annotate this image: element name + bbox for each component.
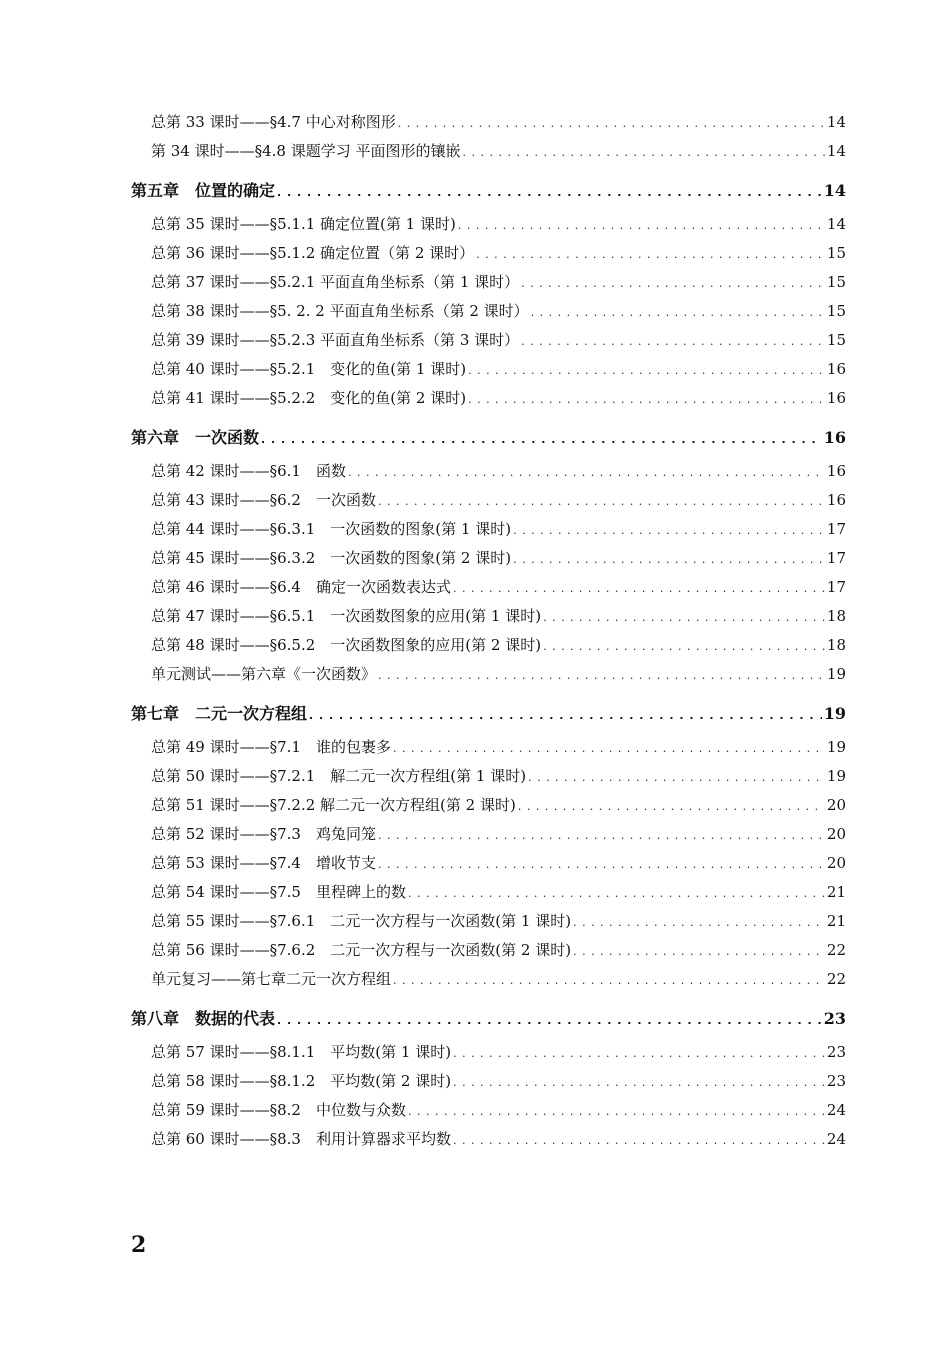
chapter-entries bbox=[131, 210, 846, 413]
entry-page: 16 bbox=[826, 360, 846, 378]
entry-page: 24 bbox=[826, 1130, 846, 1148]
dot-leader bbox=[573, 937, 825, 966]
entry-title: 总第 54 课时——§7.5 里程碑上的数 bbox=[151, 883, 406, 901]
entry-title: 单元测试——第六章《一次函数》 bbox=[151, 665, 377, 683]
entry-title: 总第 44 课时——§6.3.1 一次函数的图象(第 1 课时) bbox=[151, 520, 512, 538]
dot-leader bbox=[518, 792, 825, 821]
entry-page: 14 bbox=[826, 142, 846, 160]
toc-entry[interactable] bbox=[131, 297, 846, 326]
toc-entry[interactable] bbox=[131, 544, 846, 573]
dot-leader bbox=[408, 1097, 825, 1126]
dot-leader bbox=[378, 821, 825, 850]
dot-leader bbox=[476, 240, 825, 269]
dot-leader bbox=[521, 269, 825, 298]
entry-title: 总第 42 课时——§6.1 函数 bbox=[151, 462, 346, 480]
entry-page: 15 bbox=[826, 331, 846, 349]
toc-entry[interactable] bbox=[131, 108, 846, 137]
entry-title: 总第 56 课时——§7.6.2 二元一次方程与一次函数(第 2 课时) bbox=[151, 941, 572, 959]
dot-leader bbox=[398, 109, 825, 138]
toc-entry[interactable] bbox=[131, 210, 846, 239]
entry-page: 20 bbox=[826, 825, 846, 843]
toc-entry[interactable] bbox=[131, 239, 846, 268]
chapter-page: 16 bbox=[823, 428, 846, 447]
dot-leader bbox=[531, 298, 825, 327]
entry-page: 22 bbox=[826, 941, 846, 959]
toc-entry[interactable] bbox=[131, 762, 846, 791]
dot-leader bbox=[453, 1039, 825, 1068]
toc-entry[interactable] bbox=[131, 631, 846, 660]
chapter-page: 19 bbox=[823, 704, 846, 723]
entry-page: 14 bbox=[826, 113, 846, 131]
chapter-title: 第七章 二元一次方程组 bbox=[131, 704, 308, 723]
dot-leader bbox=[458, 211, 825, 240]
entry-page: 19 bbox=[826, 665, 846, 683]
entry-title: 总第 55 课时——§7.6.1 二元一次方程与一次函数(第 1 课时) bbox=[151, 912, 572, 930]
toc-entry[interactable] bbox=[131, 791, 846, 820]
entry-title: 总第 45 课时——§6.3.2 一次函数的图象(第 2 课时) bbox=[151, 549, 512, 567]
dot-leader bbox=[277, 1002, 822, 1040]
dot-leader bbox=[543, 632, 825, 661]
chapter-heading[interactable] bbox=[131, 695, 846, 733]
entry-page: 16 bbox=[826, 491, 846, 509]
dot-leader bbox=[513, 516, 825, 545]
dot-leader bbox=[453, 574, 825, 603]
dot-leader bbox=[468, 385, 825, 414]
toc-entry[interactable] bbox=[131, 936, 846, 965]
chapter-heading[interactable] bbox=[131, 1000, 846, 1038]
dot-leader bbox=[378, 661, 825, 690]
entry-title: 总第 41 课时——§5.2.2 变化的鱼(第 2 课时) bbox=[151, 389, 467, 407]
entry-page: 15 bbox=[826, 273, 846, 291]
entry-title: 总第 33 课时——§4.7 中心对称图形 bbox=[151, 113, 396, 131]
entry-title: 总第 60 课时——§8.3 利用计算器求平均数 bbox=[151, 1130, 451, 1148]
entry-title: 单元复习——第七章二元一次方程组 bbox=[151, 970, 392, 988]
toc-entry[interactable] bbox=[131, 660, 846, 689]
toc-entry[interactable] bbox=[131, 326, 846, 355]
toc-entry[interactable] bbox=[131, 573, 846, 602]
entry-title: 总第 53 课时——§7.4 增收节支 bbox=[151, 854, 376, 872]
toc-entry[interactable] bbox=[131, 486, 846, 515]
chapter-title: 第六章 一次函数 bbox=[131, 428, 260, 447]
dot-leader bbox=[513, 545, 825, 574]
entry-title: 总第 37 课时——§5.2.1 平面直角坐标系（第 1 课时） bbox=[151, 273, 520, 291]
entry-page: 18 bbox=[826, 607, 846, 625]
entry-page: 20 bbox=[826, 796, 846, 814]
entry-page: 21 bbox=[826, 883, 846, 901]
entry-title: 总第 43 课时——§6.2 一次函数 bbox=[151, 491, 376, 509]
dot-leader bbox=[521, 327, 825, 356]
toc-entry[interactable] bbox=[131, 515, 846, 544]
chapter-page: 23 bbox=[823, 1009, 846, 1028]
entry-title: 总第 36 课时——§5.1.2 确定位置（第 2 课时） bbox=[151, 244, 475, 262]
dot-leader bbox=[309, 697, 822, 735]
dot-leader bbox=[408, 879, 825, 908]
intro-entries bbox=[131, 108, 846, 166]
entry-page: 22 bbox=[826, 970, 846, 988]
chapter-page: 14 bbox=[823, 181, 846, 200]
chapter-title: 第八章 数据的代表 bbox=[131, 1009, 276, 1028]
toc-entry[interactable] bbox=[131, 355, 846, 384]
entry-page: 20 bbox=[826, 854, 846, 872]
toc-entry[interactable] bbox=[131, 907, 846, 936]
entry-page: 23 bbox=[826, 1043, 846, 1061]
toc-entry[interactable] bbox=[131, 602, 846, 631]
entry-page: 16 bbox=[826, 389, 846, 407]
entry-title: 总第 40 课时——§5.2.1 变化的鱼(第 1 课时) bbox=[151, 360, 467, 378]
entry-title: 总第 39 课时——§5.2.3 平面直角坐标系（第 3 课时） bbox=[151, 331, 520, 349]
dot-leader bbox=[528, 763, 825, 792]
entry-title: 总第 48 课时——§6.5.2 一次函数图象的应用(第 2 课时) bbox=[151, 636, 542, 654]
entry-page: 19 bbox=[826, 767, 846, 785]
dot-leader bbox=[573, 908, 825, 937]
entry-page: 15 bbox=[826, 244, 846, 262]
dot-leader bbox=[468, 356, 825, 385]
entry-title: 第 34 课时——§4.8 课题学习 平面图形的镶嵌 bbox=[151, 142, 461, 160]
entry-title: 总第 46 课时——§6.4 确定一次函数表达式 bbox=[151, 578, 451, 596]
toc-entry[interactable] bbox=[131, 965, 846, 994]
toc-entry[interactable] bbox=[131, 457, 846, 486]
entry-title: 总第 35 课时——§5.1.1 确定位置(第 1 课时) bbox=[151, 215, 456, 233]
toc-entry[interactable] bbox=[131, 733, 846, 762]
toc-entry[interactable] bbox=[131, 878, 846, 907]
toc-entry[interactable] bbox=[131, 137, 846, 166]
entry-page: 16 bbox=[826, 462, 846, 480]
dot-leader bbox=[463, 138, 825, 167]
toc-entry[interactable] bbox=[131, 849, 846, 878]
entry-title: 总第 47 课时——§6.5.1 一次函数图象的应用(第 1 课时) bbox=[151, 607, 542, 625]
dot-leader bbox=[543, 603, 825, 632]
entry-title: 总第 52 课时——§7.3 鸡兔同笼 bbox=[151, 825, 376, 843]
entry-title: 总第 38 课时——§5. 2. 2 平面直角坐标系（第 2 课时） bbox=[151, 302, 529, 320]
toc-entry[interactable] bbox=[131, 1096, 846, 1125]
entry-title: 总第 50 课时——§7.2.1 解二元一次方程组(第 1 课时) bbox=[151, 767, 527, 785]
entry-page: 17 bbox=[826, 549, 846, 567]
dot-leader bbox=[393, 966, 825, 995]
dot-leader bbox=[453, 1126, 825, 1155]
toc-entry[interactable] bbox=[131, 384, 846, 413]
entry-page: 24 bbox=[826, 1101, 846, 1119]
toc-entry[interactable] bbox=[131, 268, 846, 297]
chapter-heading[interactable] bbox=[131, 419, 846, 457]
table-of-contents bbox=[131, 108, 846, 1160]
entry-page: 14 bbox=[826, 215, 846, 233]
entry-page: 23 bbox=[826, 1072, 846, 1090]
entry-page: 17 bbox=[826, 520, 846, 538]
dot-leader bbox=[261, 421, 822, 459]
entry-page: 15 bbox=[826, 302, 846, 320]
chapter-entries bbox=[131, 457, 846, 689]
entry-page: 21 bbox=[826, 912, 846, 930]
entry-page: 18 bbox=[826, 636, 846, 654]
dot-leader bbox=[378, 487, 825, 516]
entry-title: 总第 59 课时——§8.2 中位数与众数 bbox=[151, 1101, 406, 1119]
page-number: 2 bbox=[131, 1232, 147, 1258]
toc-entry[interactable] bbox=[131, 1125, 846, 1154]
toc-entry[interactable] bbox=[131, 820, 846, 849]
entry-title: 总第 49 课时——§7.1 谁的包裹多 bbox=[151, 738, 391, 756]
dot-leader bbox=[378, 850, 825, 879]
entry-title: 总第 58 课时——§8.1.2 平均数(第 2 课时) bbox=[151, 1072, 452, 1090]
entry-page: 19 bbox=[826, 738, 846, 756]
dot-leader bbox=[348, 458, 825, 487]
chapter-heading[interactable] bbox=[131, 172, 846, 210]
chapter-entries bbox=[131, 1038, 846, 1154]
entry-title: 总第 57 课时——§8.1.1 平均数(第 1 课时) bbox=[151, 1043, 452, 1061]
dot-leader bbox=[453, 1068, 825, 1097]
dot-leader bbox=[393, 734, 825, 763]
entry-title: 总第 51 课时——§7.2.2 解二元一次方程组(第 2 课时) bbox=[151, 796, 516, 814]
chapter-entries bbox=[131, 733, 846, 994]
entry-page: 17 bbox=[826, 578, 846, 596]
toc-entry[interactable] bbox=[131, 1038, 846, 1067]
chapter-title: 第五章 位置的确定 bbox=[131, 181, 276, 200]
toc-entry[interactable] bbox=[131, 1067, 846, 1096]
dot-leader bbox=[277, 174, 822, 212]
